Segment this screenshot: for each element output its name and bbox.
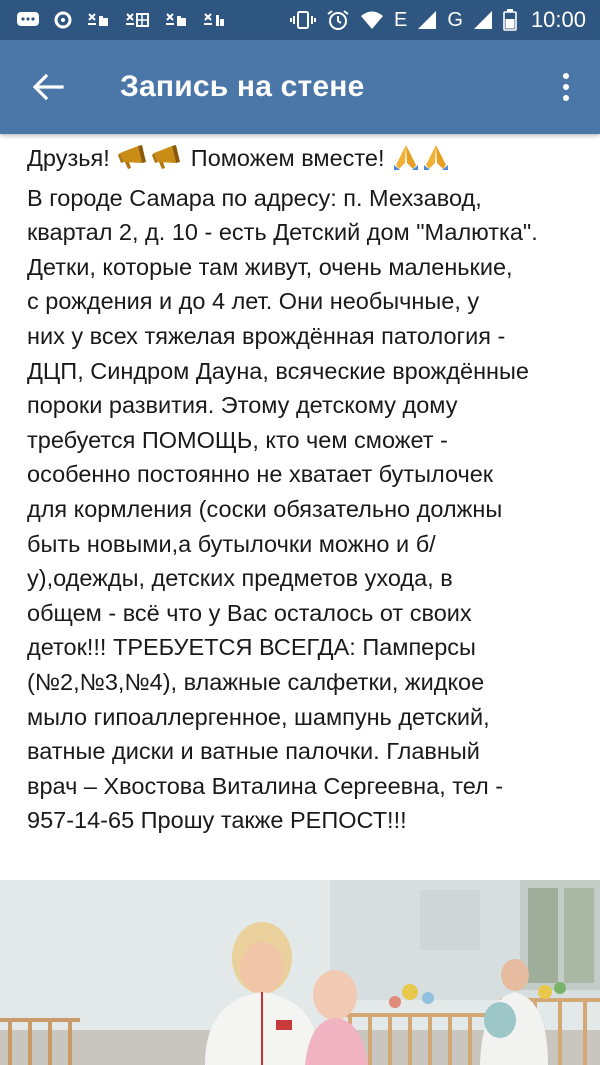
post-line: для кормления (соски обязательно должны xyxy=(27,495,503,522)
page-title: Запись на стене xyxy=(120,70,365,103)
wifi-icon xyxy=(360,10,384,30)
post-line: В городе Самара по адресу: п. Мехзавод, xyxy=(27,184,482,211)
clock: 10:00 xyxy=(530,7,586,32)
post-line: с рождения и до 4 лет. Они необычные, у xyxy=(27,288,480,315)
post-line: них у всех тяжелая врождённая патология - xyxy=(27,322,506,349)
signal-icon xyxy=(417,10,437,30)
post-line xyxy=(27,141,587,181)
system-icons xyxy=(290,7,600,33)
post-line: мыло гипоаллергенное, шампунь детский, xyxy=(27,703,490,730)
post-photo[interactable] xyxy=(0,880,600,1065)
post-line: квартал 2, д. 10 - есть Детский дом "Малютка". xyxy=(27,219,538,246)
app-notification-icon xyxy=(164,10,188,30)
signal-icon xyxy=(473,10,493,30)
post-line: требуется ПОМОЩЬ, кто чем сможет - xyxy=(27,426,448,453)
post-line: 957-14-65 Прошу также РЕПОСТ!!! xyxy=(27,807,407,834)
app-notification-icon xyxy=(86,10,110,30)
app-bar xyxy=(0,40,600,134)
folded-hands-icon xyxy=(421,143,451,181)
post-line: быть новыми,а бутылочки можно и б/ xyxy=(27,530,436,557)
folded-hands-icon xyxy=(391,143,421,181)
status-bar xyxy=(0,0,600,40)
megaphone-icon xyxy=(150,143,184,181)
alarm-icon xyxy=(326,9,350,31)
chat-icon xyxy=(16,10,40,30)
vibrate-icon xyxy=(290,10,316,30)
nursery-photo xyxy=(0,880,600,1065)
post-line-text: Друзья! xyxy=(27,145,117,171)
post-line: особенно постоянно не хватает бутылочек xyxy=(27,461,494,488)
network-type-label: E xyxy=(394,8,408,31)
more-vert-icon xyxy=(563,73,569,79)
post-line-text: Поможем вместе! xyxy=(184,145,392,171)
post-line: (№2,№3,№4), влажные салфетки, жидкое xyxy=(27,668,485,695)
megaphone-icon xyxy=(116,143,150,181)
post-line: у),одежды, детских предметов ухода, в xyxy=(27,565,453,592)
app-notification-icon xyxy=(124,10,150,30)
post-line: ватные диски и ватные палочки. Главный xyxy=(27,738,480,765)
network-type-label: G xyxy=(447,8,463,31)
post-line: Детки, которые там живут, очень маленькие, xyxy=(27,253,513,280)
post-text xyxy=(27,141,587,838)
arrow-left-icon xyxy=(32,73,64,101)
notification-icons xyxy=(0,10,226,30)
app-notification-icon xyxy=(202,10,226,30)
circle-notification-icon xyxy=(54,11,72,29)
post-line: ДЦП, Синдром Дауна, всяческие врождённые xyxy=(27,357,529,384)
battery-icon xyxy=(503,9,517,31)
post-line: деток!!! ТРЕБУЕТСЯ ВСЕГДА: Памперсы xyxy=(27,634,476,661)
more-options-button[interactable] xyxy=(548,59,584,115)
post-line: общем - всё что у Вас осталось от своих xyxy=(27,599,472,626)
post-line: врач – Хвостова Виталина Сергеевна, тел - xyxy=(27,772,504,799)
back-button[interactable] xyxy=(20,59,76,115)
post-line: пороки развития. Этому детскому дому xyxy=(27,392,458,419)
